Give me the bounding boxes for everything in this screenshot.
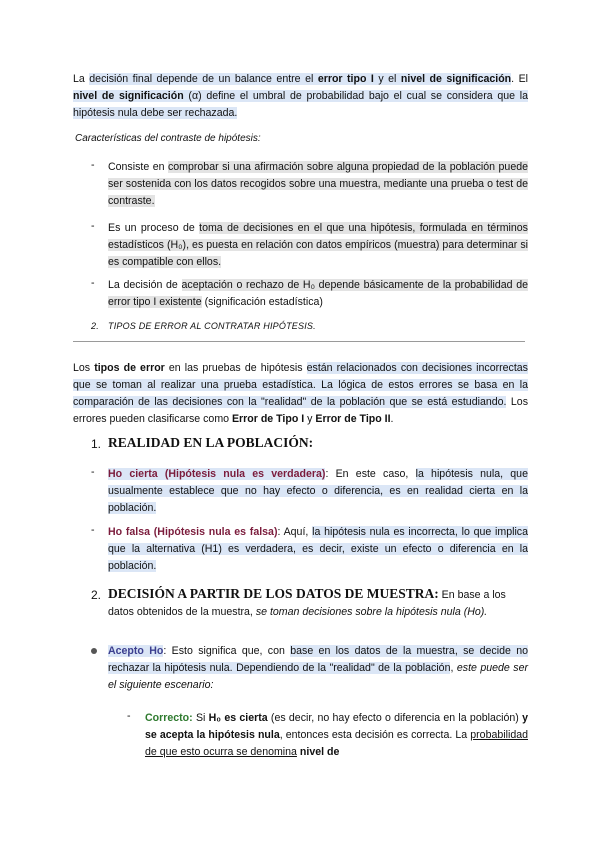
bold-term: Error de Tipo I xyxy=(231,413,305,425)
text: La decisión de xyxy=(108,279,182,291)
highlighted-text: comprobar si una afirmación sobre alguna propiedad de la población puede ser sostenida con los datos recogidos sobre una muestra, mediante una prueba o test de contraste. xyxy=(108,161,528,207)
realidad-item-ho-cierta xyxy=(108,466,528,517)
highlighted-text: la hipótesis nula es incorrecta, lo que implica que la alternativa (H1) es verdadera, es decir, existe un efecto o diferencia en la población. xyxy=(108,526,528,572)
heading-number: 2. xyxy=(91,588,102,602)
caracteristicas-title: Características del contraste de hipótesis: xyxy=(75,133,261,144)
dash-marker: - xyxy=(127,710,131,722)
italic-text: este puede ser el siguiente escenario: xyxy=(108,662,528,691)
text: Los errores pueden clasificarse como xyxy=(73,396,528,425)
text: : Aquí, xyxy=(277,526,313,538)
section-number: 2. xyxy=(91,321,99,331)
highlighted-text: la hipótesis nula, que usualmente establece que no hay efecto o diferencia, es en realidad cierta en la población. xyxy=(108,468,528,514)
heading-decision: DECISIÓN A PARTIR DE LOS DATOS DE MUESTRA: xyxy=(108,586,439,601)
heading-realidad: REALIDAD EN LA POBLACIÓN: xyxy=(108,435,314,450)
bold-term: nivel de significación xyxy=(73,90,184,102)
caracteristica-item-3 xyxy=(108,277,528,311)
divider xyxy=(73,341,525,342)
dash-marker: - xyxy=(91,220,95,232)
term-label: Correcto: xyxy=(145,712,193,724)
bold-term: nivel de significación xyxy=(400,73,512,85)
bold-term: tipos de error xyxy=(94,362,165,374)
heading-number: 1. xyxy=(91,437,102,451)
bold-term: H₀ es cierta xyxy=(208,712,268,724)
caracteristica-item-2 xyxy=(108,220,528,271)
text: Los xyxy=(73,362,95,374)
acepto-ho-item xyxy=(108,643,528,694)
bold-term: nivel de xyxy=(299,746,340,758)
caracteristica-item-1 xyxy=(108,159,528,210)
dash-marker: - xyxy=(91,524,95,536)
highlighted-text: base en los datos de la muestra, se decide no rechazar la hipótesis nula. Dependiendo de la "realidad" de la población xyxy=(108,645,528,674)
text: Consiste en xyxy=(108,161,168,173)
highlighted-text: y el xyxy=(373,73,401,85)
highlighted-text: decisión final depende de un balance entre el xyxy=(89,73,318,85)
realidad-item-ho-falsa xyxy=(108,524,528,575)
text: : En este caso, xyxy=(325,468,416,480)
term-label: Ho cierta (Hipótesis nula es verdadera) xyxy=(108,468,326,480)
bold-term: error tipo I xyxy=(317,73,374,85)
errors-paragraph xyxy=(73,360,528,428)
term-label: Acepto Ho xyxy=(108,645,164,657)
text: Es un proceso de xyxy=(108,222,200,234)
highlighted-text: están relacionados con decisiones incorrectas que se toman al realizar una prueba estadística. La lógica de estos errores se basa en la comparación de las decisiones con la "realidad" de la población que se está estudiando. xyxy=(73,362,528,408)
text: (significación estadística) xyxy=(201,296,323,308)
italic-text: se toman decisiones sobre la hipótesis nula (Ho). xyxy=(255,606,488,618)
highlighted-text: toma de decisiones en el que una hipótesis, formulada en términos estadísticos (H₀), es puesta en relación con datos empíricos (muestra) para determinar si es compatible con ellos. xyxy=(108,222,528,268)
decision-heading-paragraph xyxy=(108,585,528,621)
bold-term: Error de Tipo II xyxy=(315,413,391,425)
term-label: Ho falsa (Hipótesis nula es falsa) xyxy=(108,526,278,538)
bullet-marker xyxy=(91,648,97,654)
text: La xyxy=(73,73,90,85)
text: . xyxy=(390,413,394,425)
text: en las pruebas de hipótesis xyxy=(164,362,307,374)
text: En base a los datos obtenidos de la muestra, xyxy=(108,589,506,618)
text: Si xyxy=(192,712,209,724)
correcto-item xyxy=(145,710,528,761)
text: : Esto significa que, con xyxy=(163,645,291,657)
text: , entonces esta decisión es correcta. La xyxy=(279,729,471,741)
text: (es decir, no hay efecto o diferencia en la población) xyxy=(267,712,523,724)
dash-marker: - xyxy=(91,466,95,478)
text: y xyxy=(304,413,316,425)
section-title: TIPOS DE ERROR AL CONTRATAR HIPÓTESIS. xyxy=(108,321,316,331)
dash-marker: - xyxy=(91,277,95,289)
highlighted-text: aceptación o rechazo de H₀ depende básicamente de la probabilidad de error tipo I existente xyxy=(108,279,528,308)
bold-term: y se acepta la hipótesis nula xyxy=(145,712,528,741)
text: . El xyxy=(511,73,528,85)
intro-paragraph xyxy=(73,71,528,122)
highlighted-text: (α) define el umbral de probabilidad bajo el cual se considera que la hipótesis nula debe ser rechazada. xyxy=(73,90,528,119)
underlined-text: probabilidad de que esto ocurra se denomina xyxy=(145,729,528,758)
text: , xyxy=(450,662,457,674)
dash-marker: - xyxy=(91,159,95,171)
